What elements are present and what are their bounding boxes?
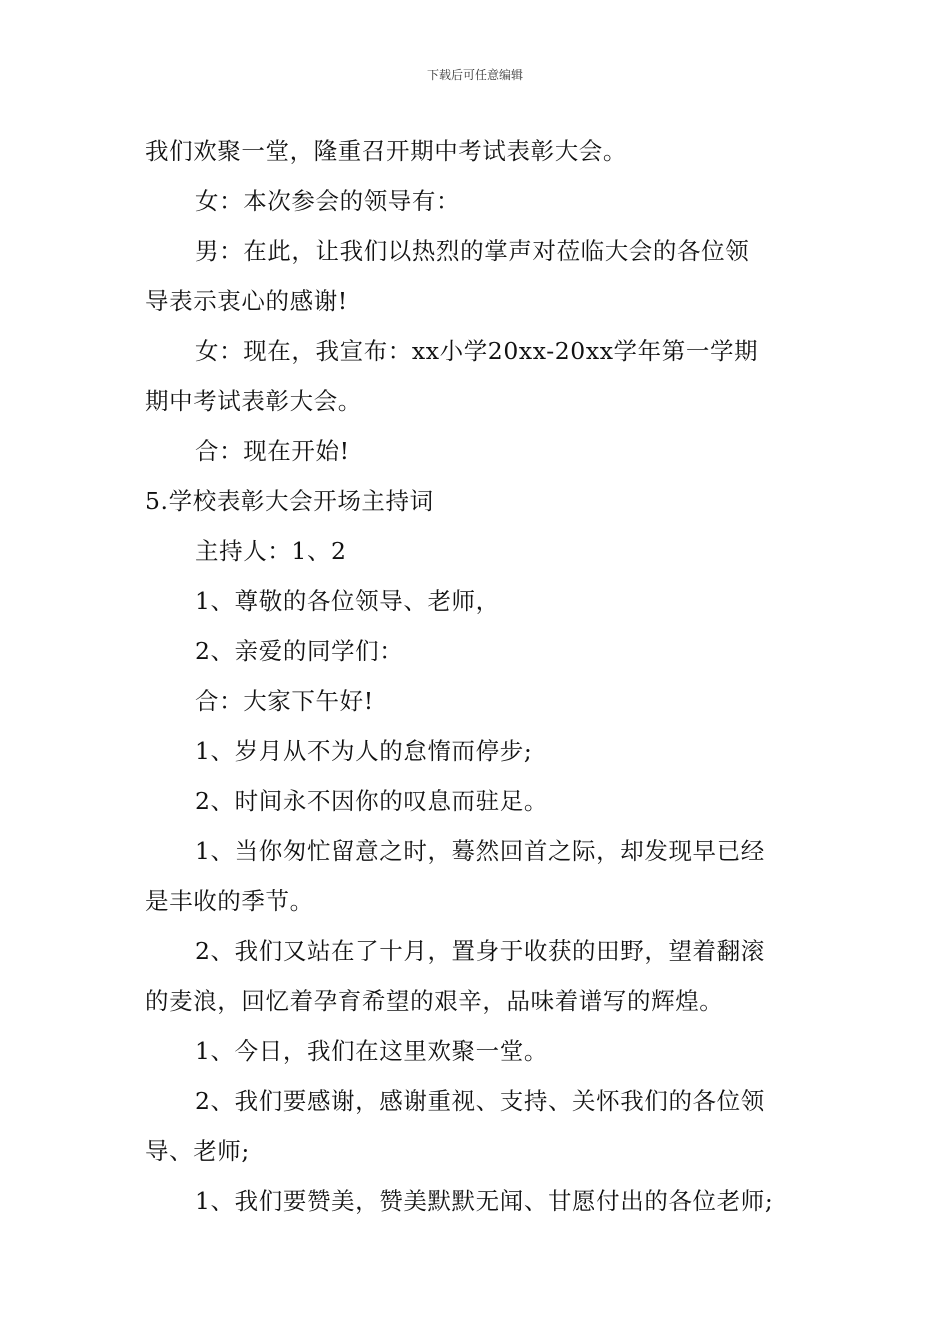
text-line-9: 主持人：1、2 (195, 537, 347, 565)
text-line-4: 导表示衷心的感谢! (145, 287, 348, 315)
text-line-1: 我们欢聚一堂，隆重召开期中考试表彰大会。 (145, 137, 627, 165)
text-line-3: 男：在此，让我们以热烈的掌声对莅临大会的各位领 (195, 237, 750, 265)
text-line-2: 女：本次参会的领导有： (195, 187, 461, 215)
text-line-20: 2、我们要感谢，感谢重视、支持、关怀我们的各位领 (195, 1087, 765, 1115)
text-line-14: 2、时间永不因你的叹息而驻足。 (195, 787, 548, 815)
text-line-15: 1、当你匆忙留意之时，蓦然回首之际，却发现早已经 (195, 837, 765, 865)
text-line-10: 1、尊敬的各位领导、老师， (195, 587, 500, 615)
text-line-13: 1、岁月从不为人的怠惰而停步; (195, 737, 533, 765)
section-heading: 5.学校表彰大会开场主持词 (145, 487, 434, 515)
text-line-21: 导、老师; (145, 1137, 250, 1165)
document-body (145, 126, 815, 1226)
text-line-5: 女：现在，我宣布：xx小学20xx-20xx学年第一学期 (195, 337, 759, 365)
text-line-18: 的麦浪，回忆着孕育希望的艰辛，品味着谱写的辉煌。 (145, 987, 724, 1015)
text-line-12: 合：大家下午好! (195, 687, 374, 715)
text-line-6: 期中考试表彰大会。 (145, 387, 362, 415)
text-line-11: 2、亲爱的同学们： (195, 637, 404, 665)
text-line-17: 2、我们又站在了十月，置身于收获的田野，望着翻滚 (195, 937, 765, 965)
text-line-16: 是丰收的季节。 (145, 887, 314, 915)
text-line-22: 1、我们要赞美，赞美默默无闻、甘愿付出的各位老师; (195, 1187, 774, 1215)
page-header: 下载后可任意编辑 (426, 68, 523, 82)
text-line-19: 1、今日，我们在这里欢聚一堂。 (195, 1037, 548, 1065)
text-line-7: 合：现在开始! (195, 437, 350, 465)
